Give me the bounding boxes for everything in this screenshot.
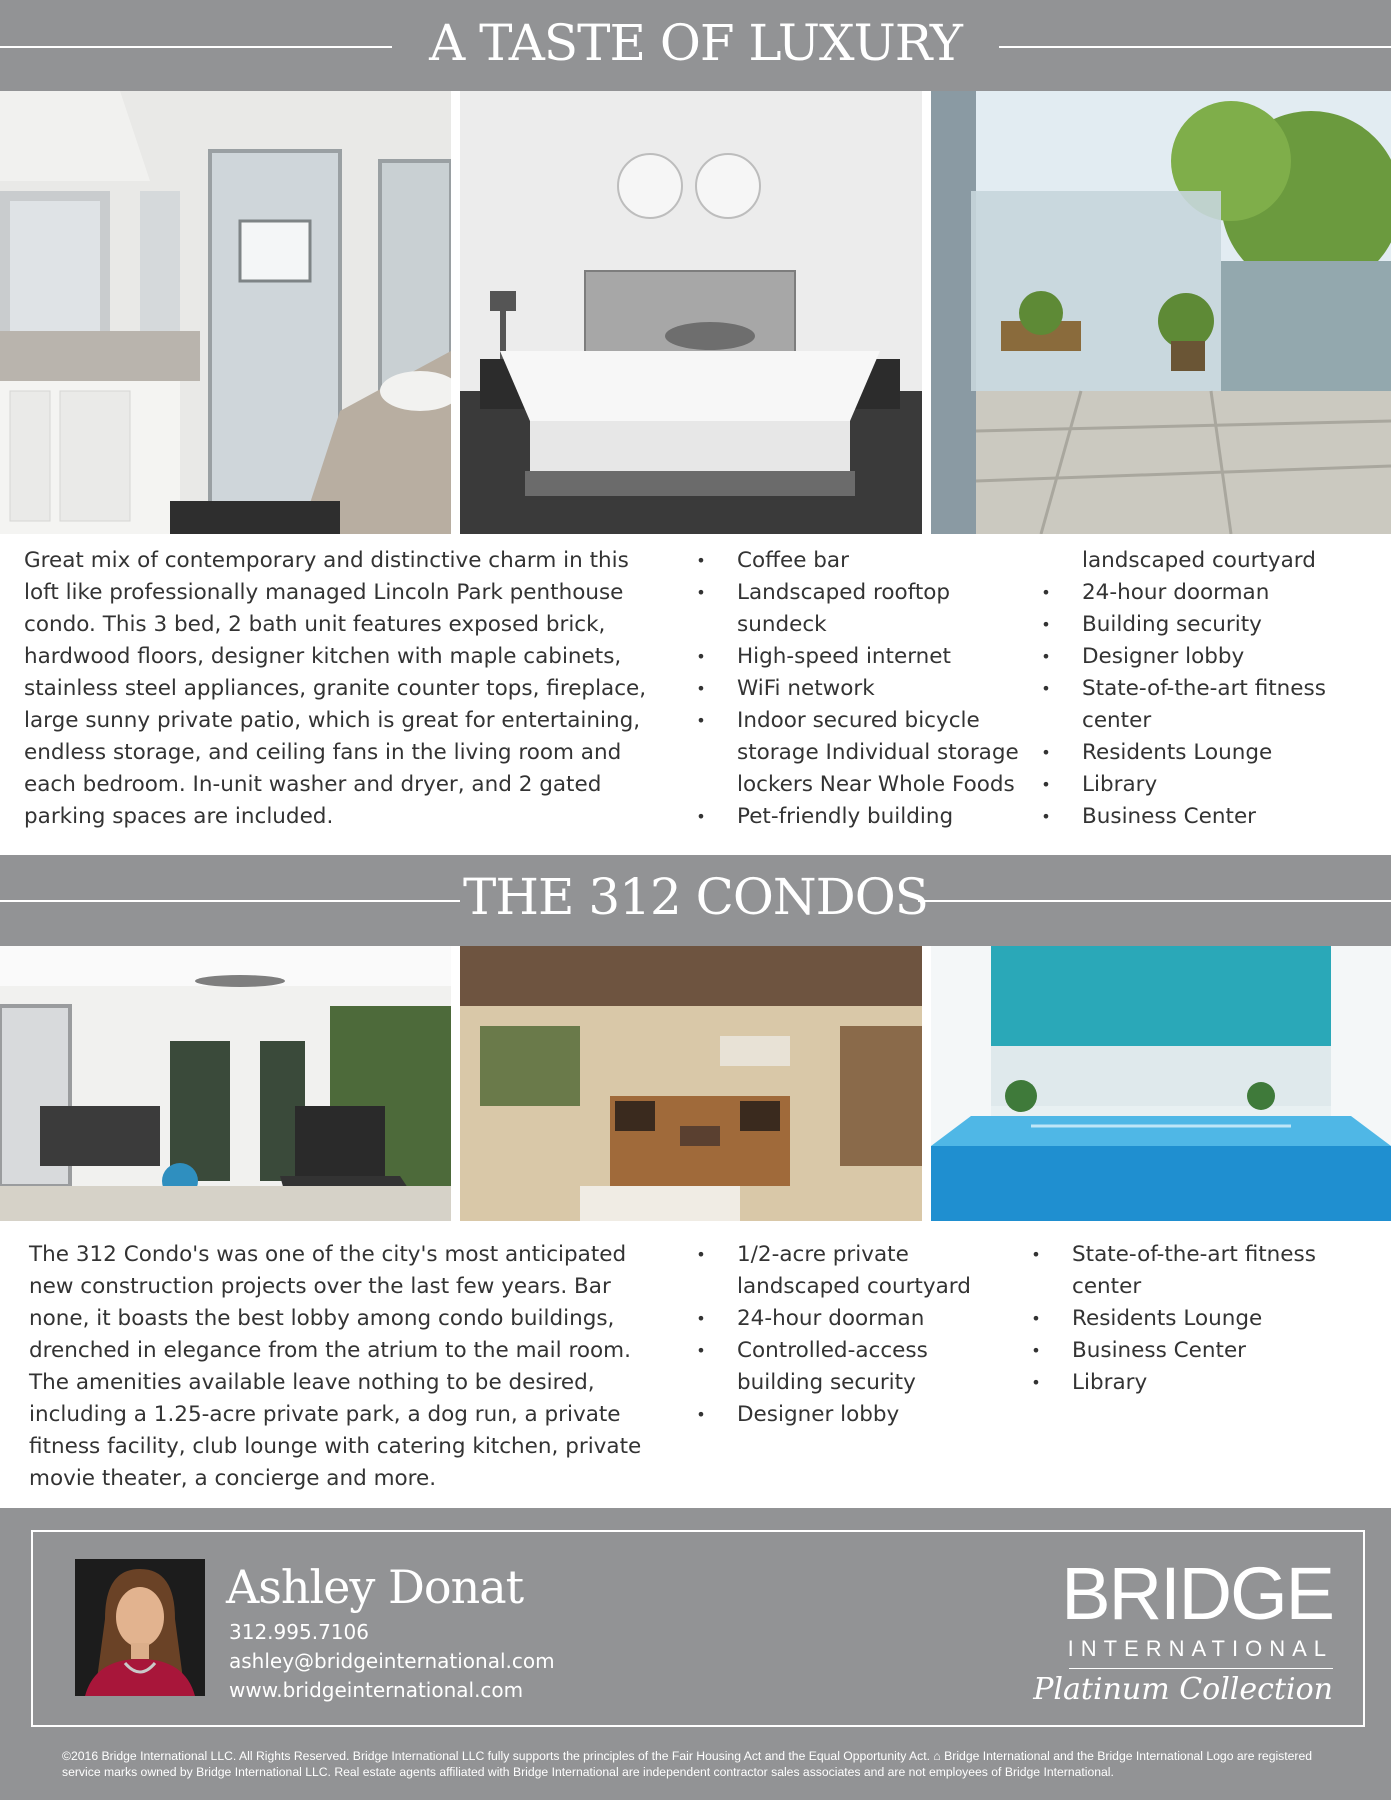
list-item: • 1/2-acre private landscaped courtyard xyxy=(696,1242,971,1299)
agent-phone[interactable]: 312.995.7106 xyxy=(229,1620,369,1644)
footer xyxy=(0,1508,1391,1800)
agent-website[interactable]: www.bridgeinternational.com xyxy=(229,1678,524,1702)
agent-email[interactable]: ashley@bridgeinternational.com xyxy=(229,1649,555,1673)
photo-bathroom xyxy=(0,91,451,534)
photo-patio xyxy=(931,91,1391,534)
brand-collection: Platinum Collection xyxy=(1033,1672,1333,1707)
list-item: • Pet-friendly building xyxy=(696,804,954,829)
avatar xyxy=(75,1559,205,1696)
list-item-continued: landscaped courtyard xyxy=(1082,548,1316,573)
photo-gym xyxy=(0,946,451,1221)
section1-amenities-col1 xyxy=(696,545,1026,833)
section1-amenities-col2 xyxy=(1041,545,1381,833)
photo-bedroom xyxy=(460,91,922,534)
list-item: • Library xyxy=(1041,772,1158,797)
list-item: • Business Center xyxy=(1031,1338,1247,1363)
list-item: • 24-hour doorman xyxy=(1041,580,1270,605)
list-item: • Coffee bar xyxy=(696,548,849,573)
section1-title: A TASTE OF LUXURY xyxy=(429,14,962,72)
list-item: • High-speed internet xyxy=(696,644,951,669)
brand-wordmark: BRIDGE xyxy=(1061,1552,1333,1635)
agent-name: Ashley Donat xyxy=(226,1560,524,1614)
brand-subline: INTERNATIONAL xyxy=(1067,1636,1333,1661)
list-item: • WiFi network xyxy=(696,676,875,701)
legal-disclaimer: ©2016 Bridge International LLC. All Rights Reserved. Bridge International LLC fully supports the principles of the Fair Housing Act and the Equal Opportunity Act. ⌂ Bridge International and the Bridge International Logo are registered service marks owned by Bridge International LLC. Real estate agents affiliated with Bridge International are independent contractor sales associates and are not employees of Bridge International. xyxy=(62,1749,1313,1779)
agent-card xyxy=(31,1530,1365,1727)
photo-pool xyxy=(931,946,1391,1221)
list-item: • Library xyxy=(1031,1370,1148,1395)
brand-divider xyxy=(1069,1668,1333,1669)
list-item: • Landscaped rooftop sundeck xyxy=(696,580,951,637)
section2-description: The 312 Condo's was one of the city's most anticipated new construction projects over the last few years. Bar none, it boasts the best lobby among condo buildings, drenched in elegance from the atrium to the mail room. The amenities available leave nothing to be desired, including a 1.25-acre private park, a dog run, a private fitness facility, club lounge with catering kitchen, private movie theater, a concierge and more. xyxy=(29,1242,642,1491)
section2-title: THE 312 CONDOS xyxy=(462,868,928,926)
list-item: • Building security xyxy=(1041,612,1262,637)
list-item: • Designer lobby xyxy=(696,1402,900,1427)
list-item: • Business Center xyxy=(1041,804,1257,829)
section2-amenities-col2 xyxy=(1031,1239,1381,1399)
list-item: • State-of-the-art fitness center xyxy=(1041,676,1326,733)
list-item: • Residents Lounge xyxy=(1041,740,1273,765)
section1-description: Great mix of contemporary and distinctive charm in this loft like professionally managed Lincoln Park penthouse condo. This 3 bed, 2 bath unit features exposed brick, hardwood floors, designer kitchen with maple cabinets, stainless steel appliances, granite counter tops, fireplace, large sunny private patio, which is great for entertaining, endless storage, and ceiling fans in the living room and each bedroom. In-unit washer and dryer, and 2 gated parking spaces are included. xyxy=(24,548,647,829)
list-item: • Controlled-access building security xyxy=(696,1338,928,1395)
list-item: • Residents Lounge xyxy=(1031,1306,1263,1331)
photo-rooftop xyxy=(460,946,922,1221)
section2-amenities-col1 xyxy=(696,1239,1016,1431)
list-item: • Designer lobby xyxy=(1041,644,1245,669)
list-item: • 24-hour doorman xyxy=(696,1306,925,1331)
list-item: • State-of-the-art fitness center xyxy=(1031,1242,1316,1299)
list-item: • Indoor secured bicycle storage Individual storage lockers Near Whole Foods xyxy=(696,708,1019,797)
